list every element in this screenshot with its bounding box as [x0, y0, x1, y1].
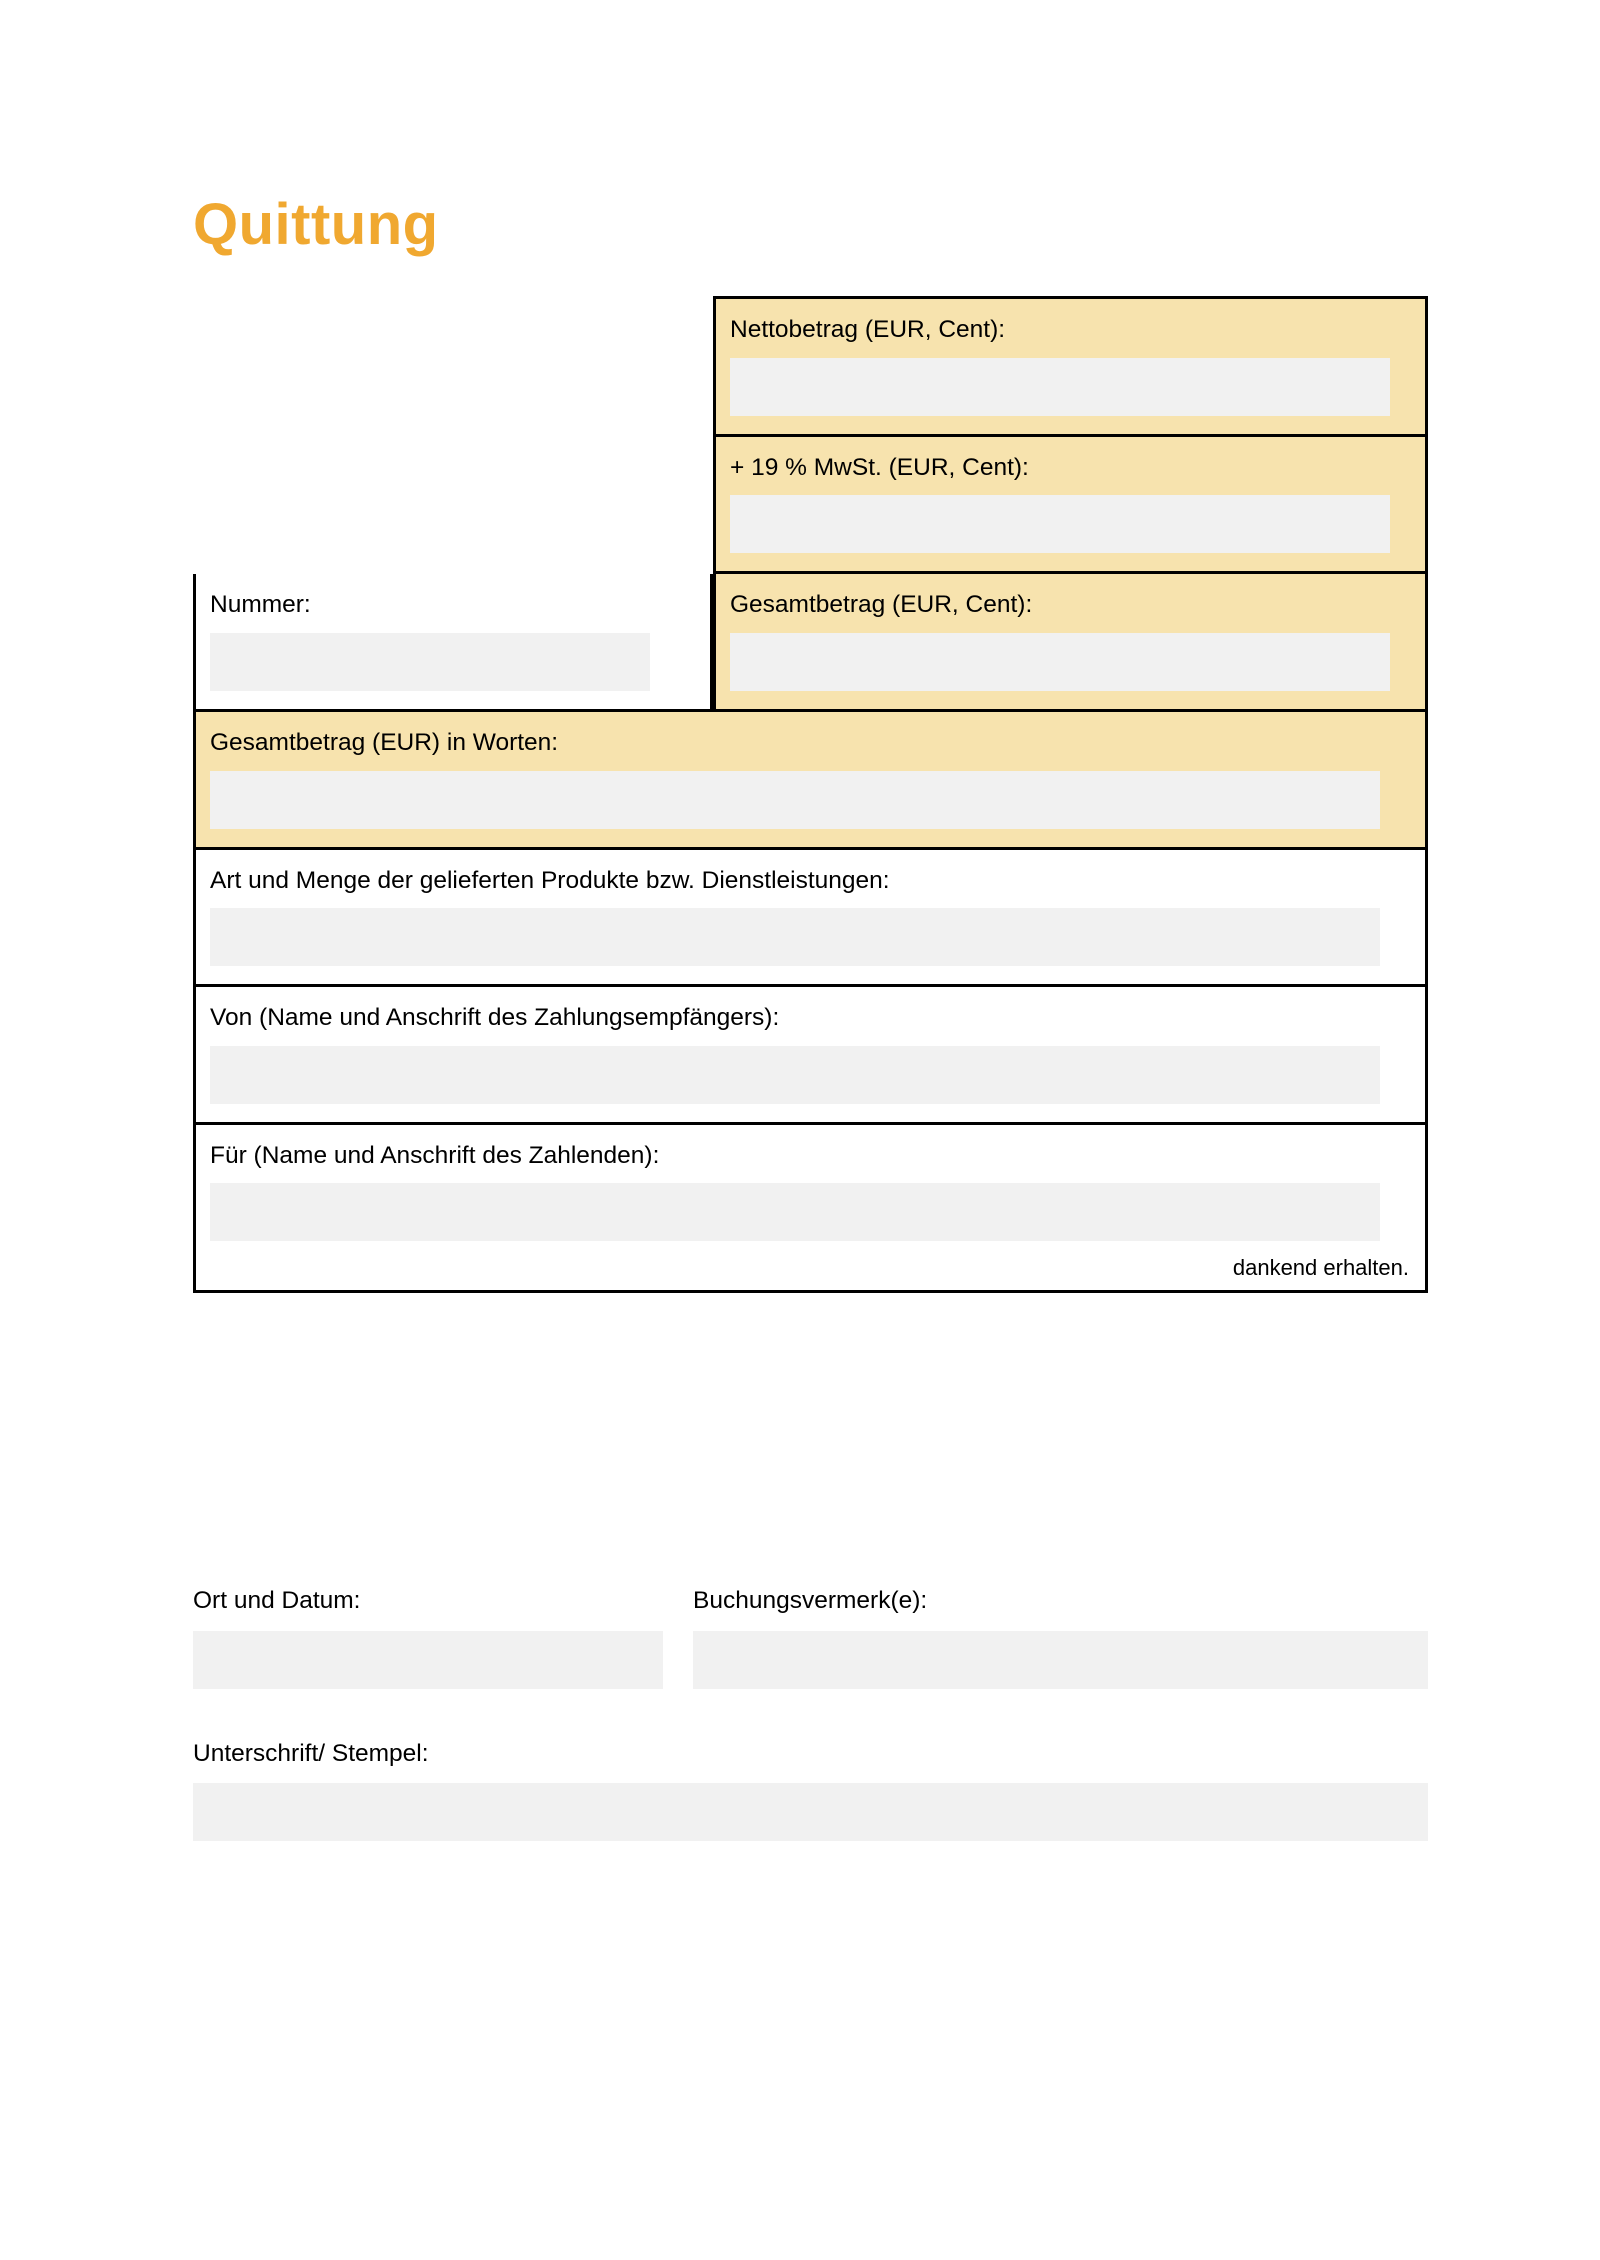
label-gesamtbetrag: Gesamtbetrag (EUR, Cent): [730, 591, 1033, 619]
label-von: Von (Name und Anschrift des Zahlungsempfängers): [210, 1004, 780, 1032]
label-buchungsvermerke: Buchungsvermerk(e): [693, 1587, 928, 1614]
input-gesamtbetrag[interactable] [730, 633, 1390, 691]
label-unterschrift-stempel: Unterschrift/ Stempel: [193, 1739, 429, 1767]
field-group-buchungsvermerke [693, 1586, 1428, 1689]
label-art-und-menge: Art und Menge der gelieferten Produkte bzw. Dienstleistungen: [210, 866, 890, 894]
label-fuer: Für (Name und Anschrift des Zahlenden): [210, 1141, 660, 1169]
field-group-ort-und-datum [193, 1586, 663, 1689]
label-mwst: + 19 % MwSt. (EUR, Cent): [730, 453, 1029, 481]
label-gesamtbetrag-worten: Gesamtbetrag (EUR) in Worten: [210, 728, 559, 756]
receipt-form-table [193, 296, 1428, 1293]
cell-art-und-menge [193, 850, 1428, 988]
table-row-fuer [193, 1125, 1428, 1293]
table-row-mwst [193, 437, 1428, 575]
input-fuer[interactable] [210, 1183, 1380, 1241]
table-row-nummer-gesamtbetrag [193, 574, 1428, 712]
cell-nummer [193, 574, 713, 712]
footer-row-top [193, 1586, 1428, 1689]
footer-section [193, 1586, 1428, 1841]
input-ort-und-datum[interactable] [193, 1631, 663, 1689]
label-nummer: Nummer: [210, 591, 311, 619]
input-nummer[interactable] [210, 633, 650, 691]
cell-fuer [193, 1125, 1428, 1293]
field-group-unterschrift-stempel [193, 1739, 1428, 1842]
input-gesamtbetrag-worten[interactable] [210, 771, 1380, 829]
input-unterschrift-stempel[interactable] [193, 1783, 1428, 1841]
input-art-und-menge[interactable] [210, 908, 1380, 966]
table-row-art-und-menge [193, 850, 1428, 988]
table-row-von [193, 987, 1428, 1125]
input-von[interactable] [210, 1046, 1380, 1104]
label-ort-und-datum: Ort und Datum: [193, 1587, 361, 1614]
cell-gesamtbetrag-worten [193, 712, 1428, 850]
input-buchungsvermerke[interactable] [693, 1631, 1428, 1689]
page-title: Quittung [193, 192, 439, 257]
input-nettobetrag[interactable] [730, 358, 1390, 416]
table-row-gesamtbetrag-worten [193, 712, 1428, 850]
input-mwst[interactable] [730, 495, 1390, 553]
table-row-nettobetrag [193, 296, 1428, 437]
cell-mwst [713, 437, 1428, 575]
label-nettobetrag: Nettobetrag (EUR, Cent): [730, 316, 1006, 343]
cell-nettobetrag [713, 296, 1428, 437]
received-note: dankend erhalten. [1232, 1255, 1409, 1281]
cell-von [193, 987, 1428, 1125]
cell-gesamtbetrag [713, 574, 1428, 712]
